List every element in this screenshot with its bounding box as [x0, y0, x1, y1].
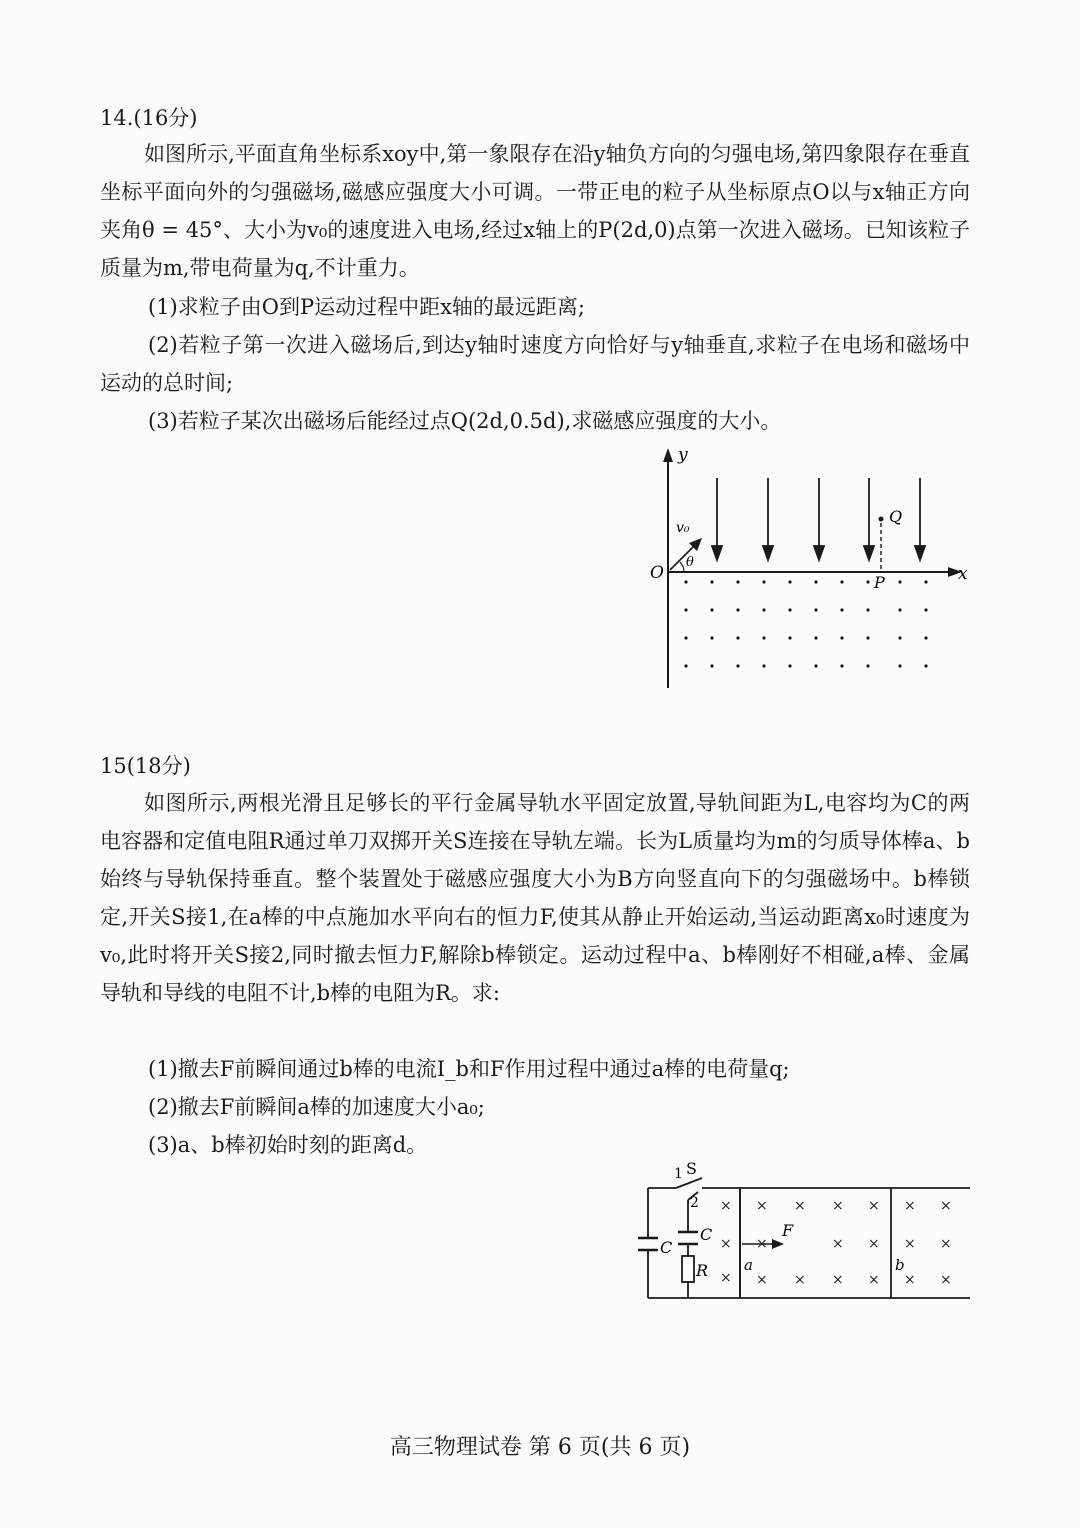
svg-text:×: × [832, 1198, 844, 1214]
switch-label: S [686, 1160, 697, 1178]
svg-text:×: × [940, 1198, 952, 1214]
v0-label: v₀ [676, 520, 690, 536]
svg-text:×: × [720, 1270, 732, 1286]
svg-text:×: × [720, 1236, 732, 1252]
q15-part-1: (1)撤去F前瞬间通过b棒的电流I_b和F作用过程中通过a棒的电荷量q; [148, 1057, 790, 1081]
q15-heading: 15(18分) [100, 754, 191, 778]
capacitor-left-label: C [660, 1238, 673, 1257]
p-label: P [874, 573, 885, 592]
svg-text:×: × [904, 1272, 916, 1288]
q15-part-2: (2)撤去F前瞬间a棒的加速度大小a₀; [148, 1095, 485, 1119]
q-label: Q [889, 507, 903, 526]
svg-text:×: × [794, 1198, 806, 1214]
q15-part-3: (3)a、b棒初始时刻的距离d。 [148, 1133, 428, 1157]
q14-part-1: (1)求粒子由O到P运动过程中距x轴的最远距离; [148, 295, 586, 319]
svg-text:×: × [832, 1272, 844, 1288]
svg-text:×: × [868, 1272, 880, 1288]
svg-text:×: × [940, 1272, 952, 1288]
q15-stem: 如图所示,两根光滑且足够长的平行金属导轨水平固定放置,导轨间距为L,电容均为C的两电容器和定值电阻R通过单刀双掷开关S连接在导轨左端。长为L质量均为m的匀质导体棒a、b始终与导轨保持垂直。整个装置处于磁感应强度大小为B方向竖直向下的匀强磁场中。b棒锁定,开关S接1,在a棒的中点施加水平向右的恒力F,使其从静止开始运动,当运动距离x₀时速度为v₀,此时将开关S接2,同时撤去恒力F,解除b棒锁定。运动过程中a、b棒刚好不相碰,a棒、金属导轨和导线的电阻不计,b棒的电阻为R。求: [100, 791, 970, 1005]
q14-figure [640, 440, 980, 700]
magnetic-field-crosses [720, 1198, 952, 1288]
svg-text:×: × [832, 1236, 844, 1252]
svg-text:×: × [868, 1236, 880, 1252]
force-arrow [772, 1239, 784, 1249]
theta-label: θ [686, 555, 694, 570]
svg-text:×: × [756, 1236, 768, 1252]
terminal-1-label: 1 [674, 1166, 683, 1182]
svg-text:×: × [794, 1272, 806, 1288]
origin-label: O [650, 563, 664, 583]
q14-part-3: (3)若粒子某次出磁场后能经过点Q(2d,0.5d),求磁感应强度的大小。 [148, 409, 782, 433]
svg-text:×: × [868, 1198, 880, 1214]
magnetic-field-dots [684, 580, 927, 667]
svg-text:×: × [940, 1236, 952, 1252]
resistor-label: R [696, 1261, 709, 1280]
y-axis-label: y [678, 445, 688, 465]
svg-text:×: × [756, 1272, 768, 1288]
q14-stem: 如图所示,平面直角坐标系xoy中,第一象限存在沿y轴负方向的匀强电场,第四象限存在垂直坐标平面向外的匀强磁场,磁感应强度大小可调。一带正电的粒子从坐标原点O以与x轴正方向夹角θ = 45°、大小为v₀的速度进入电场,经过x轴上的P(2d,0)点第一次进入磁场。已知该粒子质量为m,带电荷量为q,不计重力。 [100, 142, 970, 280]
q15-figure [630, 1160, 975, 1310]
svg-text:×: × [904, 1198, 916, 1214]
rod-b-label: b [895, 1256, 905, 1274]
svg-text:×: × [720, 1198, 732, 1214]
rod-a-label: a [744, 1256, 753, 1274]
terminal-2-label: 2 [690, 1195, 699, 1211]
point-q [879, 517, 884, 522]
page-footer: 高三物理试卷 第 6 页(共 6 页) [389, 1435, 691, 1460]
svg-text:×: × [756, 1198, 768, 1214]
svg-text:×: × [904, 1236, 916, 1252]
capacitor-right-label: C [700, 1225, 713, 1244]
q14-heading: 14.(16分) [100, 106, 198, 130]
force-label: F [782, 1221, 794, 1240]
x-axis-label: x [958, 564, 968, 584]
q14-part-2: (2)若粒子第一次进入磁场后,到达y轴时速度方向恰好与y轴垂直,求粒子在电场和磁场中运动的总时间; [100, 333, 970, 395]
